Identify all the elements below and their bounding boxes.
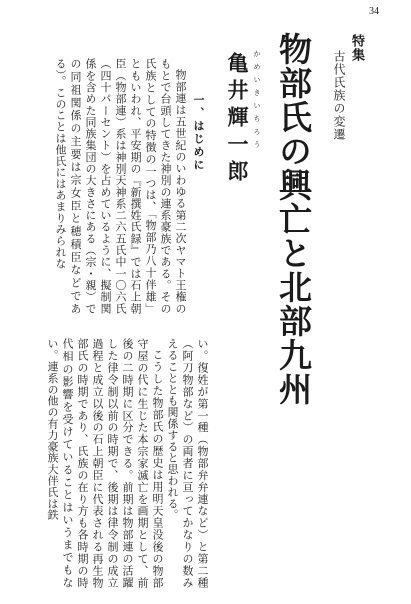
series-label: 特集 xyxy=(349,34,364,62)
body-column-lower xyxy=(38,338,210,588)
paragraph: こうした物部氏の歴史は用明天皇没後の物部守屋の代に生じた本宗家滅亡を画期として、前後の二時期に区分できる。前期は物部連の活躍した律令制以前の時期で、後期は律令制の成立過程と成立以後の石上朝臣に代表される再生物部氏の時期であり、氏族の在り方も各時期の時代相の影響を受けていることはいうまでもない。連系の他の有力豪族大伴氏は鉄 xyxy=(46,338,164,588)
paragraph: 物部連は五世紀のいわゆる第二次ヤマト王権のもとで台頭してきた神別の連系豪族である。その氏族としての特徴の一つは、「物部乃八十伴雄」ともいわれ、平安期の『新撰姓氏録』では石上朝臣（物部連）系は神別天神系二六五氏中一〇六氏（四十パーセント）を占めているように、擬制関係を含めた同族集団の大きさにある（宗・親）での同祖関係の主要は宗女臣と穂積臣などである）。このことは他氏にはあまりみられな xyxy=(54,58,187,314)
article-title: 物部氏の興亡と北部九州 xyxy=(274,32,313,406)
page-number: 34 xyxy=(369,6,379,17)
paragraph: い。復姓が第一種（物部弁弁連など）と第二種（阿刀物部など）の両者に亘ってかなりの数みえることとも関係すると思われる。 xyxy=(166,338,209,588)
section-heading: 一、はじめに xyxy=(192,94,205,172)
author-reading: かめいきいちろう xyxy=(253,50,261,154)
series-subtitle: 古代氏族の変遷 xyxy=(332,50,346,141)
author-name: 亀井輝一郎 xyxy=(225,52,250,187)
body-column-upper xyxy=(38,58,188,314)
